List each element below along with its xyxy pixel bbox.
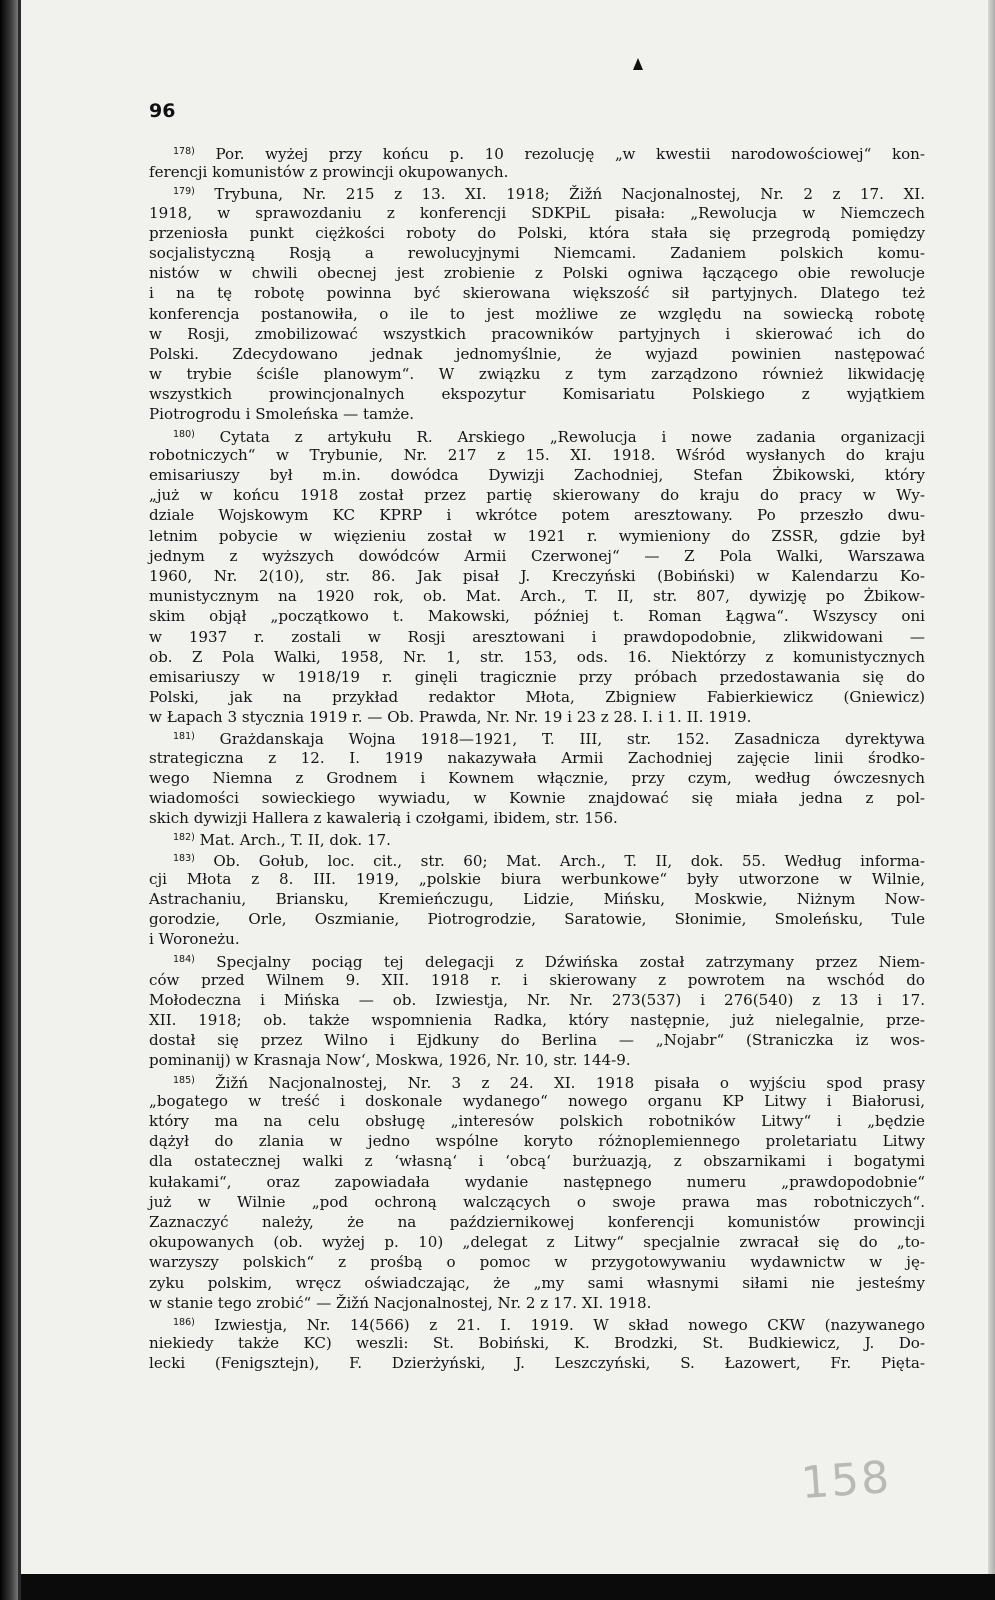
line-text: cji Młota z 8. III. 1919, „polskie biura werbunkowe“ były utworzone w Wilnie, bbox=[149, 869, 925, 888]
text-line bbox=[149, 1111, 925, 1131]
footnote-number: 186) bbox=[173, 1316, 195, 1328]
line-text: ob. Z Pola Walki, 1958, Nr. 1, str. 153, ods. 16. Niektórzy z komunistycznych bbox=[149, 647, 925, 666]
footnotes-text bbox=[149, 142, 925, 1373]
line-text: dla ostatecznej walki z ‘własną‘ i ‘obcą‘ burżuazją, z obszarnikami i bogatymi bbox=[149, 1152, 925, 1171]
line-text: nistów w chwili obecnej jest zrobienie z Polski ogniwa łączącego obie rewolucje bbox=[149, 264, 925, 283]
text-line bbox=[149, 1192, 925, 1212]
line-text: Polski. Zdecydowano jednak jednomyślnie, że wyjazd powinien następować bbox=[149, 344, 925, 363]
footnote-number: 179) bbox=[173, 186, 195, 198]
line-text: skich dywizji Hallera z kawalerią i czołgami, ibidem, str. 156. bbox=[149, 809, 618, 828]
line-text: „już w końcu 1918 został przez partię skierowany do kraju do pracy w Wy- bbox=[149, 486, 925, 505]
footnote-first-line bbox=[149, 727, 925, 747]
line-text: socjalistyczną Rosją a rewolucyjnymi Niemcami. Zadaniem polskich komu- bbox=[149, 243, 925, 262]
text-line bbox=[149, 687, 925, 707]
line-text: i Woroneżu. bbox=[149, 930, 240, 949]
line-text: Cytata z artykułu R. Arskiego „Rewolucja i nowe zadania organizacji bbox=[219, 427, 925, 446]
line-text: w Łapach 3 stycznia 1919 r. — Ob. Prawda, Nr. Nr. 19 i 23 z 28. I. i 1. II. 1919. bbox=[149, 708, 752, 727]
text-line bbox=[149, 445, 925, 465]
text-line bbox=[149, 909, 925, 929]
text-line bbox=[149, 243, 925, 263]
line-text: który ma na celu obsługę „interesów polskich robotników Litwy“ i „będzie bbox=[149, 1112, 925, 1130]
line-text: gorodzie, Orle, Oszmianie, Piotrogrodzie, Saratowie, Słonimie, Smoleńsku, Tule bbox=[149, 910, 925, 929]
line-text: ferencji komunistów z prowincji okupowanych. bbox=[149, 163, 509, 182]
text-line bbox=[149, 1273, 925, 1293]
text-line bbox=[149, 304, 925, 324]
text-line bbox=[149, 384, 925, 404]
line-text: lecki (Fenigsztejn), F. Dzierżyński, J. Leszczyński, S. Łazowert, Fr. Pięta- bbox=[149, 1354, 925, 1373]
line-text: wszystkich prowincjonalnych ekspozytur Komisariatu Polskiego z wyjątkiem bbox=[149, 385, 925, 404]
document-page bbox=[18, 0, 995, 1600]
line-text: niekiedy także KC) weszli: St. Bobiński, K. Brodzki, St. Budkiewicz, J. Do- bbox=[149, 1334, 925, 1353]
footnote-first-line bbox=[149, 1313, 925, 1333]
footnote-number: 185) bbox=[173, 1074, 195, 1086]
text-line bbox=[149, 647, 925, 667]
text-line bbox=[149, 1293, 925, 1313]
line-text: warzyszy polskich“ z prośbą o pomoc w przygotowywaniu wydawnictw w ję- bbox=[149, 1253, 925, 1272]
text-line bbox=[149, 1353, 925, 1373]
handwritten-annotation: 158 bbox=[799, 1451, 893, 1510]
text-line bbox=[149, 808, 925, 828]
footnote-number: 184) bbox=[173, 953, 195, 965]
line-text: Ob. Gołub, loc. cit., str. 60; Mat. Arch., T. II, dok. 55. Według informa- bbox=[213, 851, 925, 870]
footnote-first-line bbox=[149, 142, 925, 162]
text-line bbox=[149, 1131, 925, 1151]
scan-mark bbox=[633, 58, 643, 70]
text-line bbox=[149, 485, 925, 505]
text-line bbox=[149, 1091, 925, 1111]
line-text: w trybie ściśle planowym“. W związku z tym zarządzono również likwidację bbox=[149, 365, 925, 384]
line-text: Mat. Arch., T. II, dok. 17. bbox=[199, 831, 391, 850]
text-line bbox=[149, 667, 925, 687]
line-text: Por. wyżej przy końcu p. 10 rezolucję „w kwestii narodowościowej“ kon- bbox=[215, 145, 925, 163]
text-line bbox=[149, 526, 925, 546]
footnote-first-line bbox=[149, 182, 925, 202]
footnote-number: 180) bbox=[173, 428, 195, 440]
text-line bbox=[149, 364, 925, 384]
scan-bottom-border bbox=[21, 1574, 995, 1600]
footnote-first-line bbox=[149, 950, 925, 970]
line-text: munistycznym na 1920 rok, ob. Mat. Arch., T. II, str. 807, dywizję po Żbikow- bbox=[149, 587, 925, 606]
line-text: skim objął „początkowo t. Makowski, później t. Roman Łągwa“. Wszyscy oni bbox=[149, 607, 925, 626]
text-line bbox=[149, 788, 925, 808]
line-text: Žižń Nacjonalnostej, Nr. 3 z 24. XI. 1918 pisała o wyjściu spod prasy bbox=[215, 1073, 925, 1092]
text-line bbox=[149, 505, 925, 525]
line-text: i na tę robotę powinna być skierowana większość sił partyjnych. Dlatego też bbox=[149, 284, 925, 303]
line-text: okupowanych (ob. wyżej p. 10) „delegat z Litwy“ specjalnie zwracał się do „to- bbox=[149, 1233, 925, 1252]
text-line bbox=[149, 707, 925, 727]
line-text: Specjalny pociąg tej delegacji z Dźwińska został zatrzymany przez Niem- bbox=[216, 952, 925, 971]
text-line bbox=[149, 1030, 925, 1050]
footnote-number: 178) bbox=[173, 146, 195, 157]
footnote-first-line bbox=[149, 425, 925, 445]
line-text: wego Niemna z Grodnem i Kownem włącznie, przy czym, według ówczesnych bbox=[149, 768, 925, 787]
text-line bbox=[149, 586, 925, 606]
text-line bbox=[149, 344, 925, 364]
line-text: Izwiestja, Nr. 14(566) z 21. I. 1919. W skład nowego CKW (nazywanego bbox=[214, 1315, 925, 1334]
text-line bbox=[149, 162, 925, 182]
text-line bbox=[149, 223, 925, 243]
text-line bbox=[149, 263, 925, 283]
line-text: pominanij) w Krasnaja Now‘, Moskwa, 1926, Nr. 10, str. 144-9. bbox=[149, 1051, 631, 1070]
line-text: robotniczych“ w Trybunie, Nr. 217 z 15. XI. 1918. Wśród wysłanych do kraju bbox=[149, 445, 925, 464]
text-line bbox=[149, 465, 925, 485]
line-text: dążył do zlania w jedno wspólne koryto różnoplemiennego proletariatu Litwy bbox=[149, 1132, 925, 1151]
line-text: w 1937 r. zostali w Rosji aresztowani i prawdopodobnie, zlikwidowani — bbox=[149, 627, 925, 646]
line-text: w stanie tego zrobić“ — Žižń Nacjonalnostej, Nr. 2 z 17. XI. 1918. bbox=[149, 1293, 652, 1312]
text-line bbox=[149, 970, 925, 990]
footnote-first-line bbox=[149, 1071, 925, 1091]
text-line bbox=[149, 1232, 925, 1252]
line-text: Polski, jak na przykład redaktor Młota, Zbigniew Fabierkiewicz (Gniewicz) bbox=[149, 688, 925, 707]
footnote-number: 183) bbox=[173, 852, 195, 864]
text-line bbox=[149, 1151, 925, 1171]
line-text: Mołodeczna i Mińska — ob. Izwiestja, Nr. Nr. 273(537) i 276(540) z 13 i 17. bbox=[149, 990, 925, 1009]
text-line bbox=[149, 404, 925, 424]
line-text: Astrachaniu, Briansku, Kremieńczugu, Lidzie, Mińsku, Moskwie, Niżnym Now- bbox=[149, 889, 925, 908]
line-text: już w Wilnie „pod ochroną walczących o swoje prawa mas robotniczych“. bbox=[149, 1192, 925, 1211]
line-text: zyku polskim, wręcz oświadczając, że „my sami własnymi siłami nie jesteśmy bbox=[149, 1273, 925, 1292]
line-text: 1918, w sprawozdaniu z konferencji SDKPiL pisała: „Rewolucja w Niemczech bbox=[149, 203, 925, 222]
text-line bbox=[149, 606, 925, 626]
text-line bbox=[149, 1010, 925, 1030]
line-text: konferencja postanowiła, o ile to jest możliwe ze względu na sowiecką robotę bbox=[149, 304, 925, 323]
text-line bbox=[149, 627, 925, 647]
line-text: 1960, Nr. 2(10), str. 86. Jak pisał J. Kreczyński (Bobiński) w Kalendarzu Ko- bbox=[149, 566, 925, 585]
line-text: Grażdanskaja Wojna 1918—1921, T. III, str. 152. Zasadnicza dyrektywa bbox=[219, 730, 925, 749]
line-text: przeniosła punkt ciężkości roboty do Polski, która stała się przegrodą pomiędzy bbox=[149, 223, 925, 242]
line-text: „bogatego w treść i doskonale wydanego“ nowego organu KP Litwy i Białorusi, bbox=[149, 1091, 925, 1110]
text-line bbox=[149, 748, 925, 768]
line-text: wiadomości sowieckiego wywiadu, w Kownie znajdować się miała jedna z pol- bbox=[149, 789, 925, 807]
footnote-number: 181) bbox=[173, 731, 195, 743]
page-number: 96 bbox=[149, 100, 176, 122]
line-text: ców przed Wilnem 9. XII. 1918 r. i skierowany z powrotem na wschód do bbox=[149, 970, 925, 989]
line-text: Trybuna, Nr. 215 z 13. XI. 1918; Žižń Nacjonalnostej, Nr. 2 z 17. XI. bbox=[214, 185, 925, 204]
line-text: jednym z wyższych dowódców Armii Czerwonej“ — Z Pola Walki, Warszawa bbox=[149, 546, 925, 565]
text-line bbox=[149, 889, 925, 909]
book-spine-shadow bbox=[0, 0, 18, 1600]
line-text: dostał się przez Wilno i Ejdkuny do Berlina — „Nojabr“ (Straniczka iz wos- bbox=[149, 1031, 925, 1050]
line-text: emisariuszy był m.in. dowódca Dywizji Zachodniej, Stefan Żbikowski, który bbox=[149, 466, 925, 484]
text-line bbox=[149, 1212, 925, 1232]
text-line bbox=[149, 869, 925, 889]
text-line bbox=[149, 546, 925, 566]
text-line bbox=[149, 1172, 925, 1192]
text-line bbox=[149, 324, 925, 344]
line-text: kułakami“, oraz zapowiadała wydanie następnego numeru „prawdopodobnie“ bbox=[149, 1172, 925, 1191]
text-line bbox=[149, 768, 925, 788]
text-line bbox=[149, 1333, 925, 1353]
text-line bbox=[149, 566, 925, 586]
line-text: XII. 1918; ob. także wspomnienia Radka, który następnie, już nielegalnie, prze- bbox=[149, 1011, 925, 1030]
text-line bbox=[149, 990, 925, 1010]
text-line bbox=[149, 203, 925, 223]
footnote-number: 182) bbox=[173, 832, 195, 844]
line-text: letnim pobycie w więzieniu został w 1921 r. wymieniony do ZSSR, gdzie był bbox=[149, 526, 925, 545]
line-text: Zaznaczyć należy, że na październikowej konferencji komunistów prowincji bbox=[149, 1212, 925, 1231]
text-line bbox=[149, 283, 925, 303]
text-line bbox=[149, 1252, 925, 1272]
line-text: emisariuszy w 1918/19 r. ginęli tragicznie przy próbach przedostawania się do bbox=[149, 667, 925, 686]
page-edge bbox=[988, 0, 995, 1600]
line-text: w Rosji, zmobilizować wszystkich pracowników partyjnych i skierować ich do bbox=[149, 324, 925, 343]
line-text: dziale Wojskowym KC KPRP i wkrótce potem aresztowany. Po przeszło dwu- bbox=[149, 506, 925, 525]
footnote-first-line bbox=[149, 828, 925, 848]
footnote-first-line bbox=[149, 849, 925, 869]
line-text: Piotrogrodu i Smoleńska — tamże. bbox=[149, 405, 415, 424]
text-line bbox=[149, 929, 925, 949]
line-text: strategiczna z 12. I. 1919 nakazywała Armii Zachodniej zajęcie linii środko- bbox=[149, 748, 925, 767]
text-line bbox=[149, 1050, 925, 1070]
